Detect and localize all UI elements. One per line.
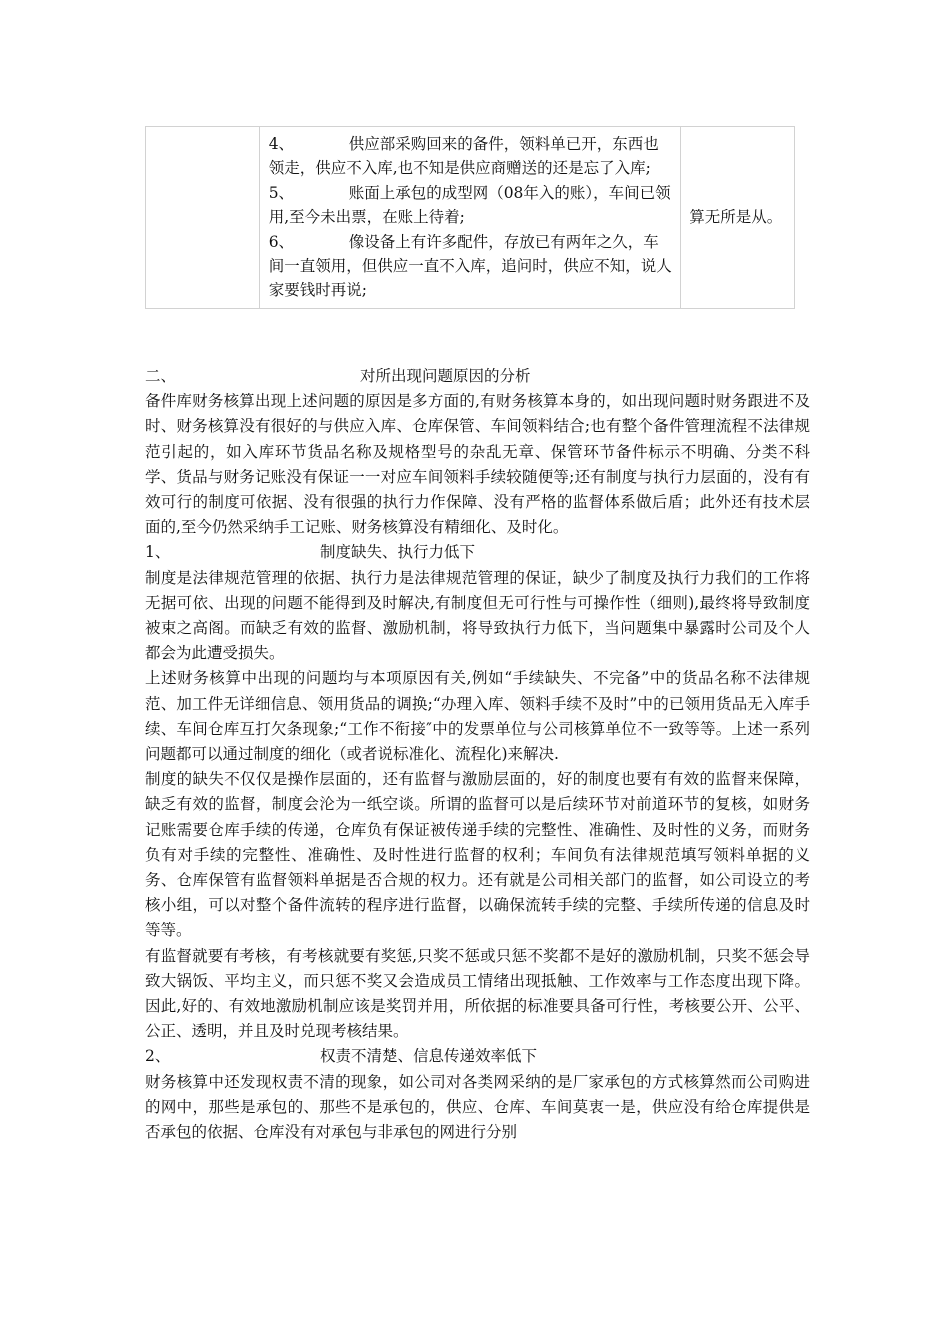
body-text: [145, 364, 810, 1145]
issue-item: [269, 132, 674, 181]
issue-item: [269, 230, 674, 303]
paragraph: 上述财务核算中出现的问题均与本项原因有关,例如“手续缺失、不完备”中的货品名称不法律规范、加工件无详细信息、领用货品的调换;“办理入库、领料手续不及时”中的已领用货品无入库手续、车间仓库互打欠条现象;“工作不衔接″中的发票单位与公司核算单位不一致等等。上述一系列问题都可以通过制度的细化（或者说标准化、流程化)来解决.: [145, 669, 810, 764]
section-heading: [145, 364, 810, 389]
issue-number: 4、: [268, 135, 295, 153]
issue-text: 账面上承包的成型网（08年入的账），车间已领用,至今未出票，在账上待着;: [268, 183, 671, 227]
subsection-heading: [145, 540, 810, 565]
issue-number: 5、: [268, 183, 295, 202]
issues-table: [145, 126, 795, 309]
issue-text: 供应部采购回来的备件，领料单已开，东西也领走，供应不入库,也不知是供应商赠送的还是忘了入库;: [268, 135, 659, 178]
subsection-number: 1、: [145, 543, 171, 562]
issue-text: 像设备上有许多配件，存放已有两年之久，车间一直领用，但供应一直不入库，追问时，供应不知，说人家要钱时再说;: [268, 232, 672, 300]
paragraph: 财务核算中还发现权责不清的现象，如公司对各类网采纳的是厂家承包的方式核算然而公司购进的网中，那些是承包的、那些不是承包的，供应、仓库、车间莫衷一是，供应没有给仓库提供是否承包的依据、仓库没有对承包与非承包的网进行分别: [145, 1072, 810, 1142]
table-cell-issues: [259, 127, 681, 309]
issue-number: 6、: [268, 232, 295, 251]
paragraph: 制度是法律规范管理的依据、执行力是法律规范管理的保证，缺少了制度及执行力我们的工作将无据可依、出现的问题不能得到及时解决,有制度但无可行性与可操作性（细则),最终将导致制度被束之高阁。而缺乏有效的监督、激励机制，将导致执行力低下，当问题集中暴露时公司及个人都会为此遭受损失。: [145, 568, 810, 663]
subsection-title: 制度缺失、执行力低下: [320, 543, 476, 562]
paragraph: 备件库财务核算出现上述问题的原因是多方面的,有财务核算本身的，如出现问题时财务跟进不及时、财务核算没有很好的与供应入库、仓库保管、车间领料结合;也有整个备件管理流程不法律规范引起的，如入库环节货品名称及规格型号的杂乱无章、保管环节备件标示不明确、分类不科学、货品与财务记账没有保证一一对应车间领料手续较随便等;还有制度与执行力层面的，没有有效可行的制度可依据、没有很强的执行力作保障、没有严格的监督体系做后盾；此外还有技术层面的,至今仍然采纳手工记账、财务核算没有精细化、及时化。: [145, 392, 810, 537]
paragraph: 有监督就要有考核，有考核就要有奖惩,只奖不惩或只惩不奖都不是好的激励机制，只奖不惩会导致大锅饭、平均主义，而只惩不奖又会造成员工情绪出现抵触、工作效率与工作态度出现下降。因此,好的、有效地激励机制应该是奖罚并用，所依据的标准要具备可行性，考核要公开、公平、公正、透明，并且及时兑现考核结果。: [145, 946, 810, 1041]
section-number: 二、: [145, 367, 177, 385]
table-row: [146, 127, 795, 309]
issue-item: [269, 181, 674, 230]
table-cell-result: 算无所是从。: [681, 127, 795, 309]
subsection-heading: [145, 1044, 810, 1069]
section-title: 对所出现问题原因的分析: [360, 367, 531, 385]
subsection-title: 权责不清楚、信息传递效率低下: [320, 1047, 538, 1066]
subsection-number: 2、: [145, 1047, 171, 1066]
paragraph: 制度的缺失不仅仅是操作层面的，还有监督与激励层面的，好的制度也要有有效的监督来保障，缺乏有效的监督，制度会沦为一纸空谈。所谓的监督可以是后续环节对前道环节的复核，如财务记账需要仓库手续的传递，仓库负有保证被传递手续的完整性、准确性、及时性的义务，而财务负有对手续的完整性、准确性、及时性进行监督的权利；车间负有法律规范填写领料单据的义务、仓库保管有监督领料单据是否合规的权力。还有就是公司相关部门的监督，如公司设立的考核小组，可以对整个备件流转的程序进行监督，以确保流转手续的完整、手续所传递的信息及时等等。: [145, 770, 810, 940]
table-cell-category: [146, 127, 260, 309]
